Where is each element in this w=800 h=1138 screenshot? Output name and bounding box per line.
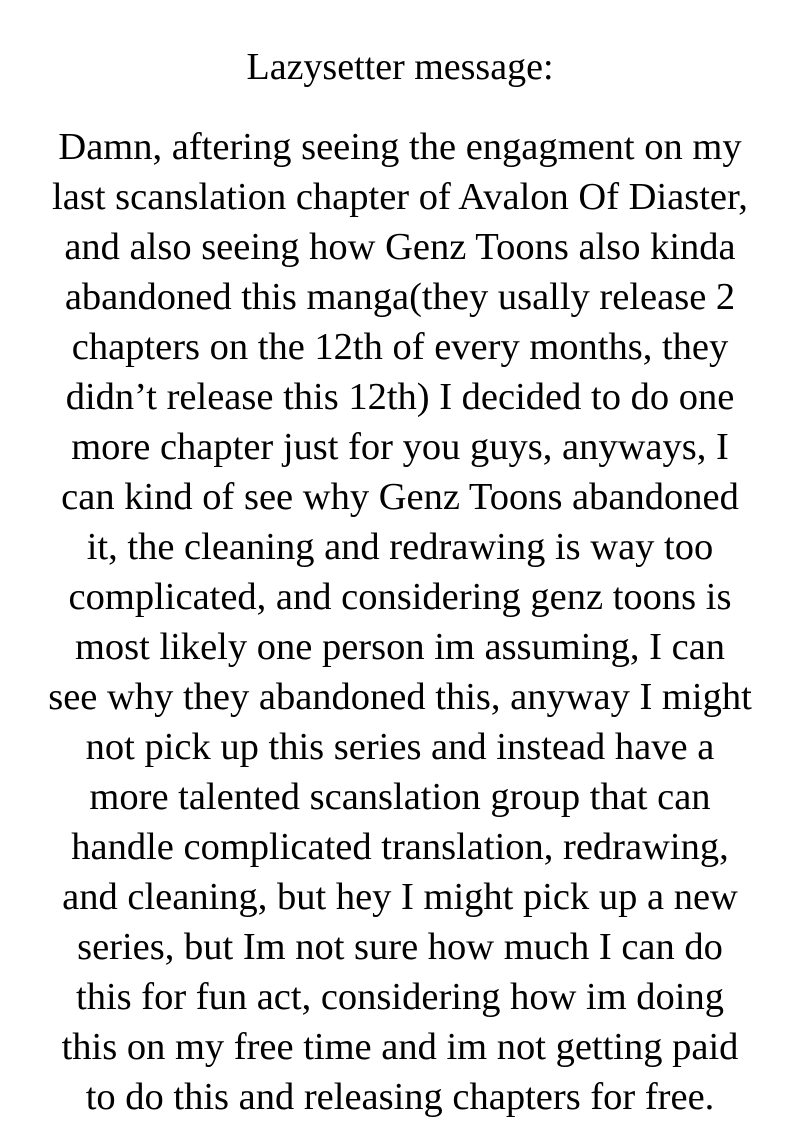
message-line: this for fun act, considering how im doing <box>76 976 724 1018</box>
message-line: and also seeing how Genz Toons also kinda <box>64 226 736 268</box>
message-line: abandoned this manga(they usally release 2 <box>64 276 736 318</box>
message-line: more talented scanslation group that can <box>89 776 711 818</box>
message-line: not pick up this series and instead have a <box>85 726 715 768</box>
message-line: more chapter just for you guys, anyways, I <box>71 426 729 468</box>
message-line: series, but Im not sure how much I can do <box>77 926 723 968</box>
message-line: to do this and releasing chapters for free. <box>85 1076 715 1118</box>
message-title: Lazysetter message: <box>246 46 554 88</box>
message-line: Damn, aftering seeing the engagment on my <box>58 126 742 168</box>
message-line: see why they abandoned this, anyway I might <box>48 676 752 718</box>
message-line: last scanslation chapter of Avalon Of Diaster, <box>52 176 748 218</box>
message-line: chapters on the 12th of every months, they <box>71 326 729 368</box>
message-line: most likely one person im assuming, I can <box>74 626 726 668</box>
message-line: handle complicated translation, redrawing, <box>71 826 729 868</box>
message-line: complicated, and considering genz toons is <box>68 576 732 618</box>
message-line: and cleaning, but hey I might pick up a new <box>62 876 738 918</box>
message-body <box>0 122 800 1122</box>
message-line: didn’t release this 12th) I decided to do one <box>65 376 735 418</box>
message-line: can kind of see why Genz Toons abandoned <box>61 476 739 518</box>
message-line: it, the cleaning and redrawing is way too <box>86 526 714 568</box>
message-line: this on my free time and im not getting paid <box>61 1026 739 1068</box>
